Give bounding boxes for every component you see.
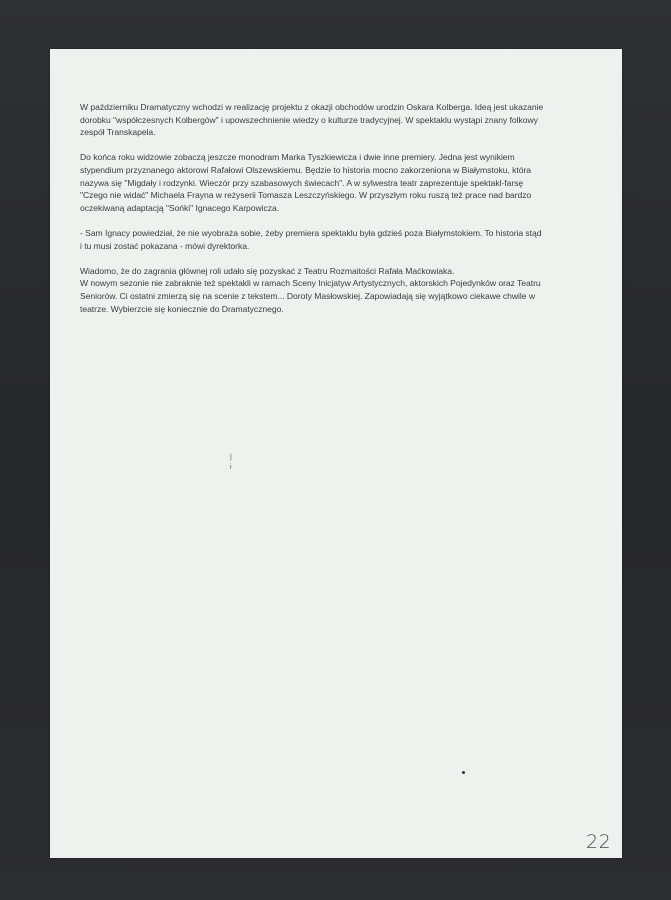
text-line: teatrze. Wybierzcie się koniecznie do Dramatycznego. [80, 303, 284, 314]
article-body [80, 101, 592, 328]
paragraph-2 [80, 151, 592, 214]
text-line: W październiku Dramatyczny wchodzi w realizację projektu z okazji obchodów urodzin Oskara Kolberga. Ideą jest ukazanie [80, 102, 544, 112]
text-line: dorobku "współczesnych Kolbergów" i upowszechnienie wiedzy o kulturze tradycyjnej. W spektaklu wystąpi znany folkowy [80, 114, 538, 125]
stray-mark: | [230, 454, 232, 461]
stray-mark: i [230, 464, 232, 471]
text-line: W nowym sezonie nie zabraknie też spektakli w ramach Sceny Inicjatyw Artystycznych, aktorskich Pojedynków oraz Teatru [80, 278, 541, 289]
text-line: "Czego nie widać" Michaela Frayna w reżyserii Tomasza Leszczyńskiego. W przyszłym roku ruszą też prace nad bardzo [80, 190, 532, 201]
text-line: nazywa się "Migdały i rodzynki. Wieczór przy szabasowych świecach". A w sylwestra teatr zaprezentuje spektakl-farsę [80, 177, 524, 188]
text-line: i tu musi zostać pokazana - mówi dyrektorka. [80, 240, 250, 251]
text-line: zespół Transkapela. [80, 127, 156, 138]
text-line: Do końca roku widzowie zobaczą jeszcze monodram Marka Tyszkiewicza i dwie inne premiery. Jedna jest wynikiem [80, 152, 515, 163]
text-line: Seniorów. Ci ostatni zmierzą się na scenie z tekstem... Doroty Masłowskiej. Zapowiadają się wyjątkowo ciekawe chwile w [80, 290, 536, 301]
paragraph-1 [80, 101, 592, 139]
text-line: oczekiwaną adaptacją "Sońki" Ignacego Karpowicza. [80, 202, 280, 213]
document-page [50, 49, 622, 858]
text-line: - Sam Ignacy powiedział, że nie wyobraża sobie, żeby premiera spektaklu była gdzieś poza Białymstokiem. To historia stąd [80, 227, 542, 238]
paragraph-4 [80, 265, 592, 315]
page-number: 22 [586, 831, 612, 853]
text-line: stypendium przyznanego aktorowi Rafałowi Olszewskiemu. Będzie to historia mocno zakorzeniona w Białymstoku, która [80, 164, 531, 175]
stray-dot [462, 771, 465, 774]
text-line: Wiadomo, że do zagrania głównej roli udało się pozyskać z Teatru Rozmaitości Rafała Maćkowiaka. [80, 265, 455, 276]
paragraph-3 [80, 227, 592, 252]
